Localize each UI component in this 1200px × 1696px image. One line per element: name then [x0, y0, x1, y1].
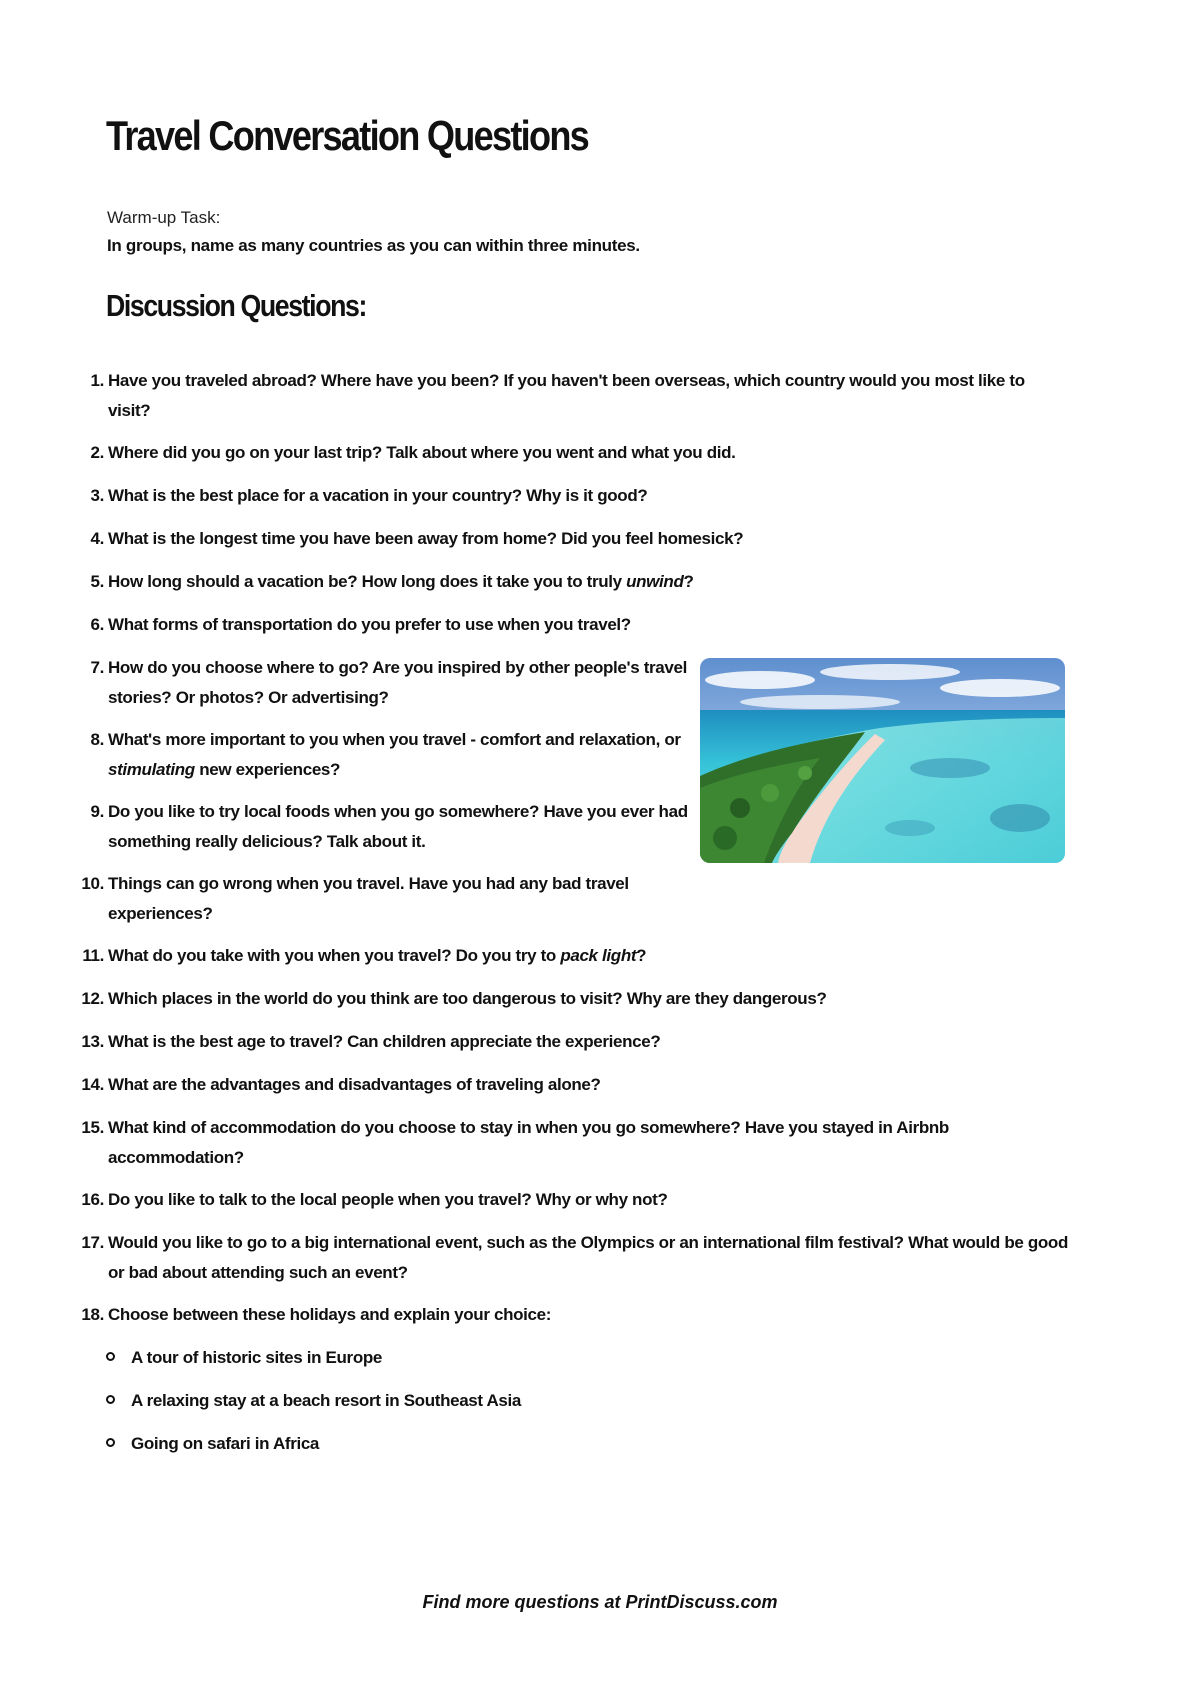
- emphasis-pack-light: pack light: [560, 946, 637, 965]
- question-3: 3. What is the best place for a vacation in your country? Why is it good?: [90, 486, 648, 505]
- warmup-task: In groups, name as many countries as you can within three minutes.: [107, 236, 640, 255]
- question-6: 6. What forms of transportation do you prefer to use when you travel?: [90, 615, 631, 634]
- page-title: Travel Conversation Questions: [106, 112, 589, 159]
- question-12: 12. Which places in the world do you think are too dangerous to visit? Why are they dangerous?: [81, 989, 827, 1008]
- question-18: 18. Choose between these holidays and explain your choice:: [81, 1305, 552, 1324]
- discussion-heading: Discussion Questions:: [106, 288, 366, 323]
- question-4: 4. What is the longest time you have been away from home? Did you feel homesick?: [90, 529, 744, 548]
- question-11: 11. What do you take with you when you travel? Do you try to pack light?: [82, 946, 647, 965]
- bullet-icon: [106, 1352, 115, 1361]
- question-16: 16. Do you like to talk to the local people when you travel? Why or why not?: [81, 1190, 668, 1209]
- holiday-option: Going on safari in Africa: [106, 1429, 319, 1459]
- beach-lagoon-photo: [700, 658, 1065, 863]
- warmup-label: Warm-up Task:: [107, 208, 221, 227]
- emphasis-stimulating: stimulating: [108, 760, 195, 779]
- question-8: 8. What's more important to you when you travel - comfort and relaxation, or stimulating new experiences?: [90, 730, 681, 779]
- question-5: 5. How long should a vacation be? How long does it take you to truly unwind?: [90, 572, 694, 591]
- bullet-icon: [106, 1395, 115, 1404]
- question-17: 17. Would you like to go to a big international event, such as the Olympics or an international film festival? What would be good or bad about attending such an event?: [81, 1233, 1068, 1282]
- question-14: 14. What are the advantages and disadvantages of traveling alone?: [81, 1075, 601, 1094]
- question-7: 7. How do you choose where to go? Are you inspired by other people's travel stories? Or photos? Or advertising?: [90, 658, 687, 707]
- question-13: 13. What is the best age to travel? Can children appreciate the experience?: [81, 1032, 661, 1051]
- beach-illustration: [700, 658, 1065, 863]
- question-10: 10. Things can go wrong when you travel. Have you had any bad travel experiences?: [81, 874, 629, 923]
- footer-link-text: Find more questions at PrintDiscuss.com: [422, 1592, 778, 1612]
- bullet-icon: [106, 1438, 115, 1447]
- question-2: 2. Where did you go on your last trip? Talk about where you went and what you did.: [90, 443, 736, 462]
- holiday-option: A relaxing stay at a beach resort in Southeast Asia: [106, 1386, 521, 1416]
- question-1: 1. Have you traveled abroad? Where have you been? If you haven't been overseas, which country would you most like to visit?: [90, 371, 1025, 420]
- question-9: 9. Do you like to try local foods when you go somewhere? Have you ever had something really delicious? Talk about it.: [90, 802, 688, 851]
- emphasis-unwind: unwind: [626, 572, 684, 591]
- holiday-option: A tour of historic sites in Europe: [106, 1343, 382, 1373]
- question-15: 15. What kind of accommodation do you choose to stay in when you go somewhere? Have you stayed in Airbnb accommodation?: [81, 1118, 949, 1167]
